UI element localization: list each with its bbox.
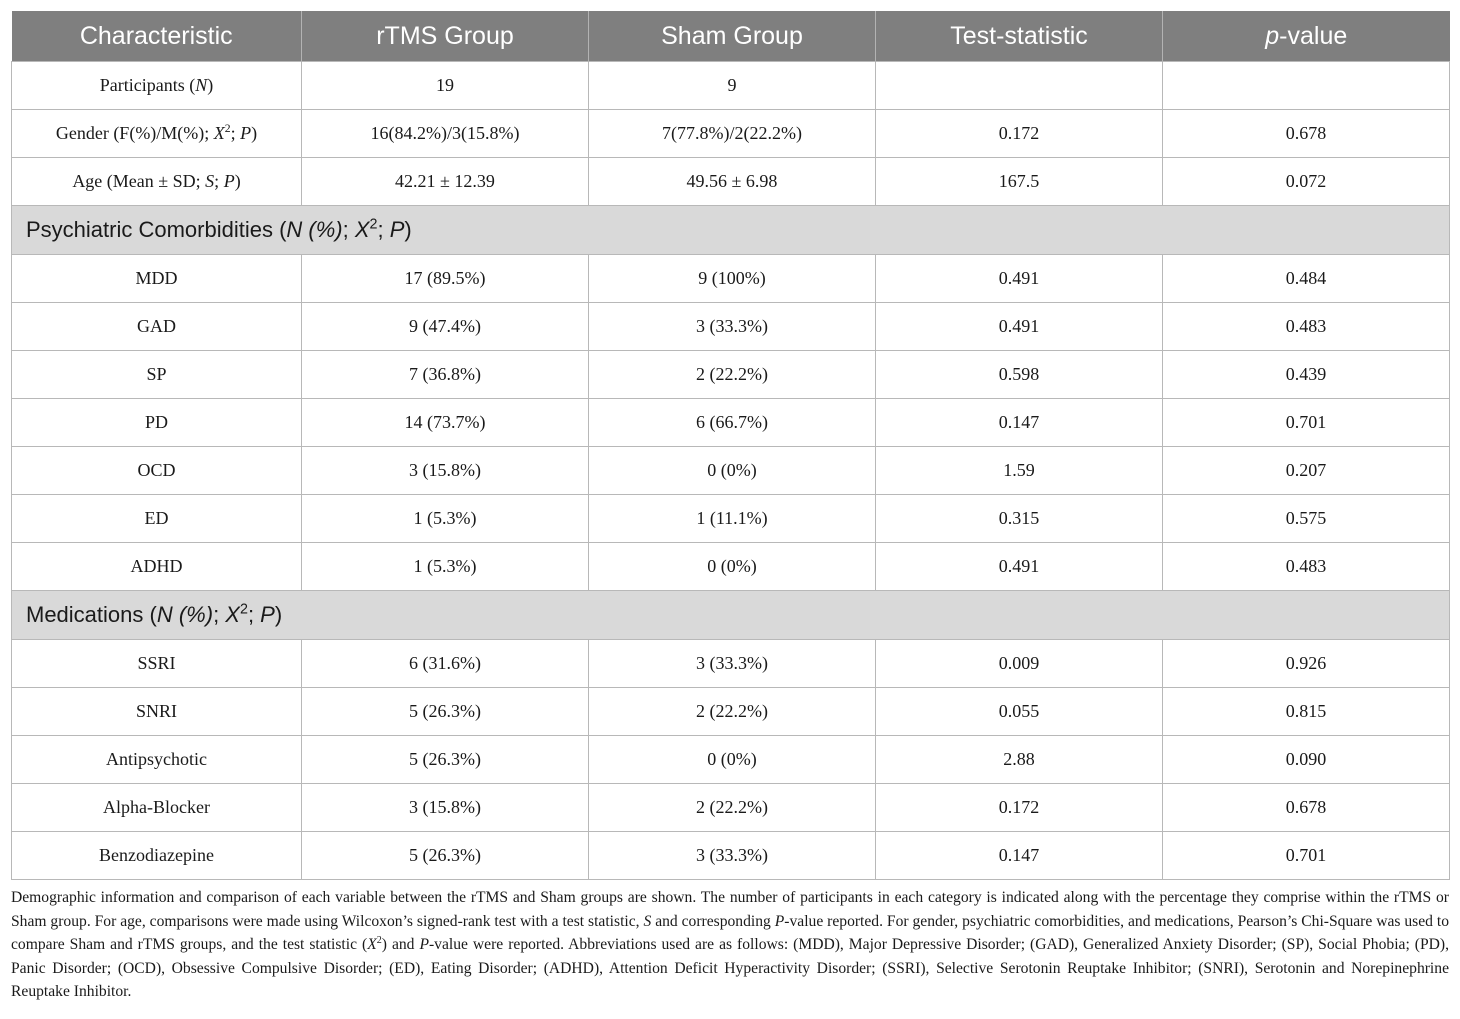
table-row: [12, 447, 1450, 495]
table-row: [12, 303, 1450, 351]
cell-characteristic: SSRI: [12, 640, 302, 688]
cell-characteristic: ED: [12, 495, 302, 543]
cell-rtms: 19: [302, 62, 589, 110]
cell-characteristic: Gender (F(%)/M(%); $X^2$; P): [12, 110, 302, 158]
header-p-rest: -value: [1279, 21, 1348, 50]
section-header-row: [12, 591, 1450, 640]
cell-test-statistic: 0.172: [876, 110, 1163, 158]
cell-sham: 2 (22.2%): [589, 688, 876, 736]
cell-test-statistic: 0.598: [876, 351, 1163, 399]
cell-test-statistic: 2.88: [876, 736, 1163, 784]
cell-test-statistic: 0.491: [876, 543, 1163, 591]
cell-rtms: 6 (31.6%): [302, 640, 589, 688]
cell-test-statistic: 167.5: [876, 158, 1163, 206]
table-container: [11, 11, 1449, 880]
cell-test-statistic: 0.491: [876, 255, 1163, 303]
table-row: [12, 399, 1450, 447]
cell-sham: 0 (0%): [589, 543, 876, 591]
table-caption: Demographic information and comparison of each variable between the rTMS and Sham groups are shown. The number of participants in each category is indicated along with the percentage they comprise within the rTMS or Sham group. For age, comparisons were made using Wilcoxon’s signed-rank test with a test statistic, S and corresponding P-value reported. For gender, psychiatric comorbidities, and medications, Pearson’s Chi-Square was used to compare Sham and rTMS groups, and the test statistic $(X^2)$ and P-value were reported. Abbreviations used are as follows: (MDD), Major Depressive Disorder; (GAD), Generalized Anxiety Disorder; (SP), Social Phobia; (PD), Panic Disorder; (OCD), Obsessive Compulsive Disorder; (ED), Eating Disorder; (ADHD), Attention Deficit Hyperactivity Disorder; (SSRI), Selective Serotonin Reuptake Inhibitor; (SNRI), Serotonin and Norepinephrine Reuptake Inhibitor.: [11, 889, 1450, 1000]
cell-test-statistic: [876, 62, 1163, 110]
cell-rtms: 5 (26.3%): [302, 688, 589, 736]
header-test-statistic: Test-statistic: [876, 11, 1163, 62]
cell-sham: 0 (0%): [589, 447, 876, 495]
cell-p-value: 0.575: [1163, 495, 1450, 543]
cell-p-value: 0.439: [1163, 351, 1450, 399]
cell-sham: 6 (66.7%): [589, 399, 876, 447]
cell-characteristic: Participants (N): [12, 62, 302, 110]
table-row: [12, 255, 1450, 303]
cell-characteristic: SP: [12, 351, 302, 399]
cell-p-value: 0.483: [1163, 543, 1450, 591]
cell-rtms: 5 (26.3%): [302, 832, 589, 880]
header-p-italic: p: [1265, 21, 1280, 50]
header-row: [12, 11, 1450, 62]
section-title: Psychiatric Comorbidities (N (%); $X^2$; P): [12, 206, 1450, 255]
cell-characteristic: GAD: [12, 303, 302, 351]
cell-rtms: 17 (89.5%): [302, 255, 589, 303]
header-characteristic: Characteristic: [12, 11, 302, 62]
cell-characteristic: Benzodiazepine: [12, 832, 302, 880]
table-row: [12, 110, 1450, 158]
cell-characteristic: PD: [12, 399, 302, 447]
cell-rtms: 1 (5.3%): [302, 543, 589, 591]
cell-p-value: 0.484: [1163, 255, 1450, 303]
demographics-table: [11, 11, 1450, 880]
cell-test-statistic: 0.147: [876, 832, 1163, 880]
cell-characteristic: Age (Mean ± SD; S; P): [12, 158, 302, 206]
cell-sham: 2 (22.2%): [589, 351, 876, 399]
section-title: Medications (N (%); $X^2$; P): [12, 591, 1450, 640]
cell-test-statistic: 0.491: [876, 303, 1163, 351]
table-row: [12, 351, 1450, 399]
cell-sham: 0 (0%): [589, 736, 876, 784]
section-header-row: [12, 206, 1450, 255]
cell-sham: 3 (33.3%): [589, 640, 876, 688]
cell-test-statistic: 0.055: [876, 688, 1163, 736]
cell-p-value: [1163, 62, 1450, 110]
table-row: [12, 495, 1450, 543]
cell-test-statistic: 0.147: [876, 399, 1163, 447]
cell-rtms: 7 (36.8%): [302, 351, 589, 399]
cell-characteristic: Antipsychotic: [12, 736, 302, 784]
cell-characteristic: MDD: [12, 255, 302, 303]
cell-rtms: 5 (26.3%): [302, 736, 589, 784]
cell-p-value: 0.678: [1163, 784, 1450, 832]
cell-test-statistic: 0.315: [876, 495, 1163, 543]
cell-sham: 9 (100%): [589, 255, 876, 303]
cell-characteristic: OCD: [12, 447, 302, 495]
cell-p-value: 0.678: [1163, 110, 1450, 158]
cell-test-statistic: 0.009: [876, 640, 1163, 688]
cell-p-value: 0.701: [1163, 832, 1450, 880]
cell-rtms: 3 (15.8%): [302, 447, 589, 495]
cell-rtms: 3 (15.8%): [302, 784, 589, 832]
cell-p-value: 0.701: [1163, 399, 1450, 447]
cell-p-value: 0.090: [1163, 736, 1450, 784]
table-row: [12, 736, 1450, 784]
header-sham-group: Sham Group: [589, 11, 876, 62]
cell-characteristic: SNRI: [12, 688, 302, 736]
table-row: [12, 832, 1450, 880]
cell-test-statistic: 1.59: [876, 447, 1163, 495]
cell-sham: 7(77.8%)/2(22.2%): [589, 110, 876, 158]
cell-characteristic: Alpha-Blocker: [12, 784, 302, 832]
cell-characteristic: ADHD: [12, 543, 302, 591]
cell-sham: 9: [589, 62, 876, 110]
cell-rtms: 16(84.2%)/3(15.8%): [302, 110, 589, 158]
table-body: [12, 62, 1450, 880]
header-rtms-group: rTMS Group: [302, 11, 589, 62]
table-row: [12, 784, 1450, 832]
cell-test-statistic: 0.172: [876, 784, 1163, 832]
cell-p-value: 0.483: [1163, 303, 1450, 351]
table-row: [12, 688, 1450, 736]
cell-sham: 3 (33.3%): [589, 303, 876, 351]
cell-p-value: 0.072: [1163, 158, 1450, 206]
header-p-value: [1163, 11, 1450, 62]
cell-p-value: 0.815: [1163, 688, 1450, 736]
cell-sham: 2 (22.2%): [589, 784, 876, 832]
cell-rtms: 42.21 ± 12.39: [302, 158, 589, 206]
cell-rtms: 9 (47.4%): [302, 303, 589, 351]
cell-p-value: 0.926: [1163, 640, 1450, 688]
table-row: [12, 158, 1450, 206]
cell-sham: 3 (33.3%): [589, 832, 876, 880]
cell-sham: 1 (11.1%): [589, 495, 876, 543]
table-row: [12, 543, 1450, 591]
table-row: [12, 640, 1450, 688]
table-row: [12, 62, 1450, 110]
cell-rtms: 14 (73.7%): [302, 399, 589, 447]
cell-sham: 49.56 ± 6.98: [589, 158, 876, 206]
cell-p-value: 0.207: [1163, 447, 1450, 495]
cell-rtms: 1 (5.3%): [302, 495, 589, 543]
